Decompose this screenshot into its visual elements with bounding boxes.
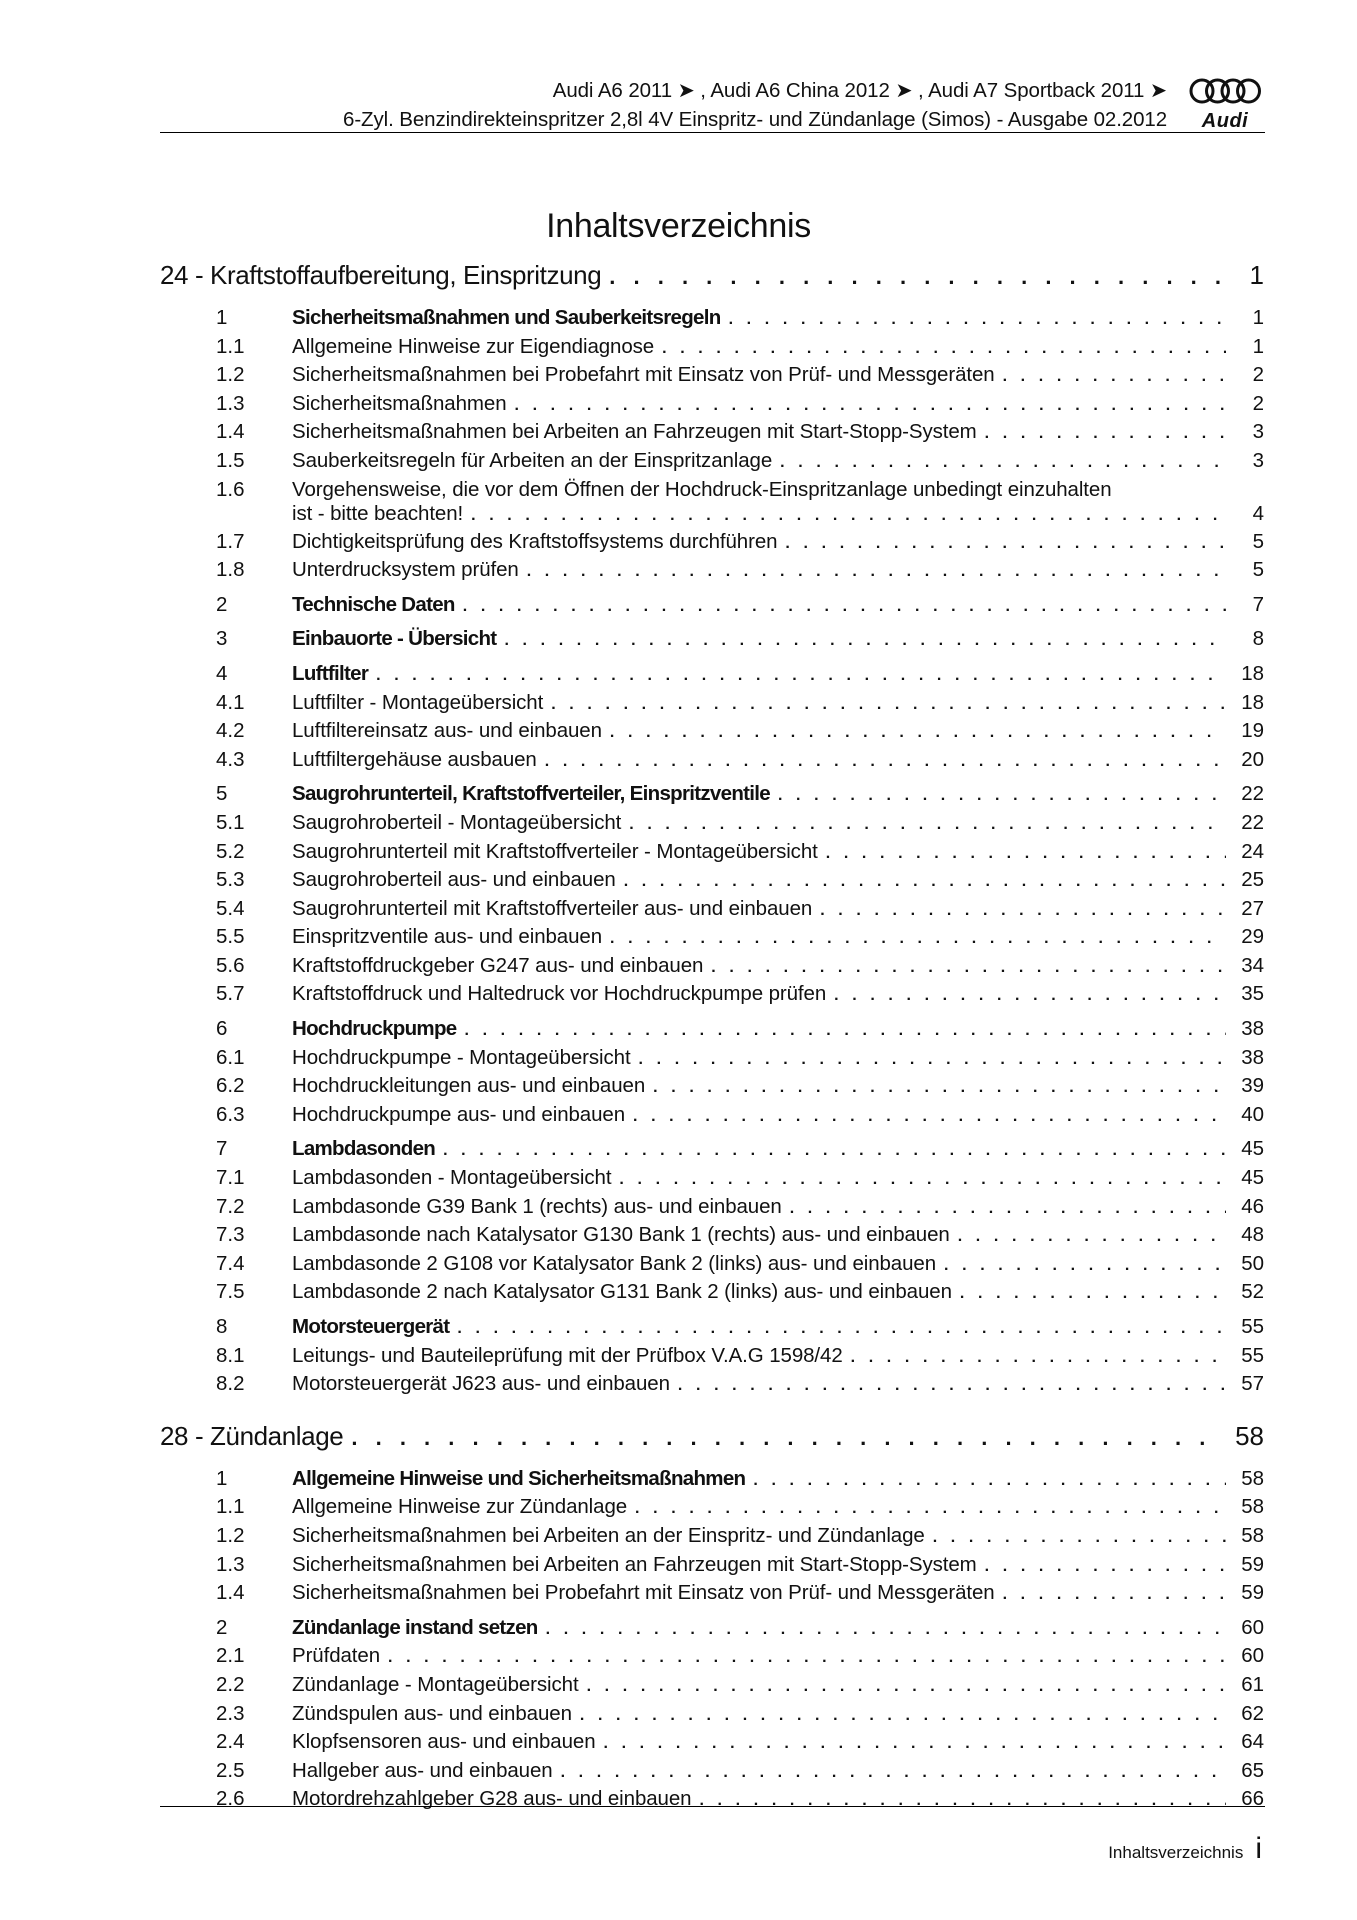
entry-page-number: 22 xyxy=(1241,810,1264,834)
header-vehicle-line: Audi A6 2011 ➤ , Audi A6 China 2012 ➤ , Audi A7 Sportback 2011 ➤ xyxy=(552,79,1167,102)
toc-entry[interactable] xyxy=(160,748,1264,777)
section-number: 2 xyxy=(216,1615,228,1639)
entry-title: Hochdruckleitungen aus- und einbauen xyxy=(292,1074,646,1098)
toc-entry[interactable] xyxy=(160,691,1264,720)
dot-leader xyxy=(780,454,1226,472)
dot-leader xyxy=(545,753,1226,771)
section-title: Einbauorte - Übersicht xyxy=(292,627,497,651)
entry-number: 1.2 xyxy=(216,1523,245,1547)
entry-title: Sicherheitsmaßnahmen xyxy=(292,391,507,415)
toc-section xyxy=(160,1017,1264,1131)
toc-entry[interactable] xyxy=(160,1644,1264,1673)
section-page-number: 1 xyxy=(1252,306,1264,329)
section-page-number: 7 xyxy=(1252,592,1264,616)
entry-title: Sicherheitsmaßnahmen bei Arbeiten an der Einspritz- und Zündanlage xyxy=(292,1523,925,1547)
page-footer xyxy=(1108,1832,1262,1866)
entry-number: 1.4 xyxy=(216,1581,245,1605)
footer-label: Inhaltsverzeichnis xyxy=(1108,1843,1244,1862)
entry-page-number: 19 xyxy=(1241,719,1264,743)
entry-title-continued: ist - bitte beachten! xyxy=(292,501,464,525)
entry-number: 4.1 xyxy=(216,690,245,714)
dot-leader xyxy=(580,1707,1226,1725)
entry-title: Luftfiltereinsatz aus- und einbauen xyxy=(292,719,602,743)
entry-title: Luftfilter - Montageübersicht xyxy=(292,690,544,714)
dot-leader xyxy=(351,1425,1225,1451)
entry-page-number: 55 xyxy=(1241,1343,1264,1367)
entry-page-number: 40 xyxy=(1241,1102,1264,1126)
entry-page-number: 1 xyxy=(1252,334,1264,358)
section-title: Zündanlage instand setzen xyxy=(292,1615,538,1639)
entry-number: 7.4 xyxy=(216,1251,245,1275)
section-title: Motorsteuergerät xyxy=(292,1315,450,1338)
entry-number: 7.5 xyxy=(216,1280,245,1304)
toc-entry[interactable] xyxy=(160,925,1264,954)
dot-leader xyxy=(463,598,1226,616)
dot-leader xyxy=(834,987,1226,1005)
toc-section-heading[interactable] xyxy=(160,782,1264,811)
chapter-title: 24 - Kraftstoffaufbereitung, Einspritzung xyxy=(160,260,602,290)
toc-entry[interactable] xyxy=(160,811,1264,840)
chapter-title: 28 - Zündanlage xyxy=(160,1420,344,1451)
entry-page-number: 2 xyxy=(1252,391,1264,415)
toc-section-heading[interactable] xyxy=(160,593,1264,622)
dot-leader xyxy=(785,535,1226,553)
dot-leader xyxy=(639,1051,1226,1069)
toc-entry-continuation[interactable] xyxy=(160,502,1264,530)
dot-leader xyxy=(699,1792,1226,1810)
footer-divider xyxy=(160,1806,1265,1807)
toc-section-heading[interactable] xyxy=(160,1315,1264,1344)
entry-page-number: 35 xyxy=(1241,982,1264,1006)
dot-leader xyxy=(790,1200,1226,1218)
entry-title: Sauberkeitsregeln für Arbeiten an der Einspritzanlage xyxy=(292,448,773,472)
entry-number: 4.2 xyxy=(216,719,245,743)
entry-page-number: 3 xyxy=(1252,448,1264,472)
entry-number: 8.1 xyxy=(216,1343,245,1367)
entry-number: 7.3 xyxy=(216,1223,245,1247)
dot-leader xyxy=(633,1108,1226,1126)
dot-leader xyxy=(587,1678,1226,1696)
entry-page-number: 59 xyxy=(1241,1581,1264,1605)
entry-number: 6.2 xyxy=(216,1074,245,1098)
entry-number: 1.1 xyxy=(216,1495,245,1519)
dot-leader xyxy=(376,667,1226,685)
entry-number: 4.3 xyxy=(216,747,245,771)
section-title: Hochdruckpumpe xyxy=(292,1017,457,1041)
dot-leader xyxy=(388,1649,1226,1667)
dot-leader xyxy=(678,1377,1226,1395)
toc-section xyxy=(160,662,1264,776)
dot-leader xyxy=(527,563,1226,581)
dot-leader xyxy=(960,1285,1226,1303)
entry-number: 1.2 xyxy=(216,363,245,387)
toc-chapter xyxy=(160,1421,1264,1816)
toc-entry[interactable] xyxy=(160,1553,1264,1582)
toc-section-heading[interactable] xyxy=(160,1137,1264,1166)
section-page-number: 60 xyxy=(1241,1615,1264,1639)
toc-entry[interactable] xyxy=(160,1074,1264,1103)
entry-page-number: 20 xyxy=(1241,747,1264,771)
entry-page-number: 34 xyxy=(1241,953,1264,977)
entry-page-number: 46 xyxy=(1241,1194,1264,1218)
dot-leader xyxy=(551,696,1226,714)
section-page-number: 55 xyxy=(1241,1315,1264,1338)
entry-page-number: 48 xyxy=(1241,1223,1264,1247)
entry-page-number: 5 xyxy=(1252,558,1264,582)
section-number: 6 xyxy=(216,1017,228,1041)
entry-number: 1.7 xyxy=(216,529,245,553)
entry-number: 1.3 xyxy=(216,391,245,415)
toc-entry[interactable] xyxy=(160,719,1264,748)
entry-title: Klopfsensoren aus- und einbauen xyxy=(292,1730,596,1754)
entry-title: Sicherheitsmaßnahmen bei Probefahrt mit Einsatz von Prüf- und Messgeräten xyxy=(292,363,995,387)
dot-leader xyxy=(826,845,1226,863)
entry-title: Allgemeine Hinweise zur Zündanlage xyxy=(292,1495,628,1519)
section-title: Technische Daten xyxy=(292,592,455,616)
section-page-number: 38 xyxy=(1241,1017,1264,1041)
entry-title: Unterdrucksystem prüfen xyxy=(292,558,519,582)
dot-leader xyxy=(985,425,1226,443)
section-number: 1 xyxy=(216,1466,228,1490)
section-number: 7 xyxy=(216,1137,228,1161)
entry-title: Sicherheitsmaßnahmen bei Probefahrt mit Einsatz von Prüf- und Messgeräten xyxy=(292,1581,995,1605)
section-page-number: 58 xyxy=(1241,1466,1264,1490)
entry-title: Dichtigkeitsprüfung des Kraftstoffsystems durchführen xyxy=(292,529,778,553)
entry-title: Lambdasonde 2 nach Katalysator G131 Bank 2 (links) aus- und einbauen xyxy=(292,1280,952,1304)
entry-page-number: 2 xyxy=(1252,363,1264,387)
section-number: 8 xyxy=(216,1315,228,1338)
toc-section-heading[interactable] xyxy=(160,1467,1264,1496)
entry-number: 1.8 xyxy=(216,558,245,582)
entry-number: 2.1 xyxy=(216,1644,245,1668)
dot-leader xyxy=(662,340,1226,358)
dot-leader xyxy=(635,1500,1226,1518)
dot-leader xyxy=(561,1764,1226,1782)
entry-number: 1.3 xyxy=(216,1552,245,1576)
header-divider xyxy=(160,132,1265,133)
table-of-contents xyxy=(160,260,1264,1816)
toc-section xyxy=(160,782,1264,1011)
entry-page-number: 57 xyxy=(1241,1372,1264,1396)
dot-leader xyxy=(753,1472,1226,1490)
toc-entry[interactable] xyxy=(160,363,1264,392)
entry-page-number: 25 xyxy=(1241,868,1264,892)
toc-section-heading[interactable] xyxy=(160,627,1264,656)
dot-leader xyxy=(711,959,1226,977)
section-number: 3 xyxy=(216,627,228,651)
toc-chapter-heading[interactable] xyxy=(160,260,1264,300)
section-number: 2 xyxy=(216,592,228,616)
dot-leader xyxy=(443,1142,1226,1160)
section-number: 5 xyxy=(216,782,228,806)
entry-page-number: 60 xyxy=(1241,1644,1264,1668)
entry-page-number: 45 xyxy=(1241,1166,1264,1190)
dot-leader xyxy=(471,507,1226,525)
page-title: Inhaltsverzeichnis xyxy=(546,206,811,245)
entry-page-number: 27 xyxy=(1241,896,1264,920)
entry-title: Motordrehzahlgeber G28 aus- und einbauen xyxy=(292,1787,692,1811)
section-title: Allgemeine Hinweise und Sicherheitsmaßnahmen xyxy=(292,1466,746,1490)
toc-section xyxy=(160,1315,1264,1401)
entry-title: Saugrohroberteil aus- und einbauen xyxy=(292,868,616,892)
entry-title: Hochdruckpumpe aus- und einbauen xyxy=(292,1102,625,1126)
entry-title: Luftfiltergehäuse ausbauen xyxy=(292,747,537,771)
toc-entry[interactable] xyxy=(160,449,1264,478)
toc-section-heading[interactable] xyxy=(160,1017,1264,1046)
dot-leader xyxy=(944,1257,1226,1275)
entry-number: 5.1 xyxy=(216,810,245,834)
entry-title: Leitungs- und Bauteileprüfung mit der Prüfbox V.A.G 1598/42 xyxy=(292,1343,843,1367)
section-page-number: 45 xyxy=(1241,1137,1264,1161)
toc-entry[interactable] xyxy=(160,1673,1264,1702)
entry-page-number: 58 xyxy=(1241,1523,1264,1547)
dot-leader xyxy=(604,1735,1227,1753)
toc-entry[interactable] xyxy=(160,1252,1264,1281)
toc-section xyxy=(160,627,1264,656)
section-page-number: 8 xyxy=(1252,627,1264,651)
entry-number: 2.2 xyxy=(216,1672,245,1696)
dot-leader xyxy=(546,1621,1226,1639)
entry-page-number: 38 xyxy=(1241,1045,1264,1069)
toc-entry[interactable] xyxy=(160,392,1264,421)
toc-section xyxy=(160,1616,1264,1816)
dot-leader xyxy=(1003,1586,1226,1604)
entry-title: Kraftstoffdruck und Haltedruck vor Hochdruckpumpe prüfen xyxy=(292,982,827,1006)
section-title: Luftfilter xyxy=(292,661,369,685)
footer-page-number: i xyxy=(1255,1832,1262,1865)
entry-page-number: 62 xyxy=(1241,1701,1264,1725)
entry-page-number: 59 xyxy=(1241,1552,1264,1576)
entry-number: 6.1 xyxy=(216,1045,245,1069)
section-title: Lambdasonden xyxy=(292,1137,436,1161)
toc-section-heading[interactable] xyxy=(160,1616,1264,1645)
entry-title: Einspritzventile aus- und einbauen xyxy=(292,925,602,949)
toc-entry[interactable] xyxy=(160,954,1264,983)
entry-title: Sicherheitsmaßnahmen bei Arbeiten an Fahrzeugen mit Start-Stopp-System xyxy=(292,1552,977,1576)
entry-page-number: 65 xyxy=(1241,1758,1264,1782)
toc-entry[interactable] xyxy=(160,1759,1264,1788)
entry-title: Kraftstoffdruckgeber G247 aus- und einbauen xyxy=(292,953,704,977)
toc-entry[interactable] xyxy=(160,1046,1264,1075)
dot-leader xyxy=(653,1079,1226,1097)
entry-page-number: 52 xyxy=(1241,1280,1264,1304)
section-title: Sicherheitsmaßnahmen und Sauberkeitsregeln xyxy=(292,306,721,329)
section-number: 1 xyxy=(216,306,228,329)
entry-title: Vorgehensweise, die vor dem Öffnen der Hochdruck-Einspritzanlage unbedingt einzuhalten xyxy=(292,477,1112,501)
dot-leader xyxy=(464,1022,1226,1040)
entry-number: 2.6 xyxy=(216,1787,245,1811)
toc-section xyxy=(160,593,1264,622)
toc-entry[interactable] xyxy=(160,1166,1264,1195)
toc-section xyxy=(160,1467,1264,1610)
toc-entry[interactable] xyxy=(160,868,1264,897)
section-title: Saugrohrunterteil, Kraftstoffverteiler, Einspritzventile xyxy=(292,782,770,806)
entry-title: Saugrohrunterteil mit Kraftstoffverteiler - Montageübersicht xyxy=(292,839,818,863)
entry-title: Zündanlage - Montageübersicht xyxy=(292,1672,579,1696)
toc-entry[interactable] xyxy=(160,982,1264,1011)
dot-leader xyxy=(820,902,1226,920)
entry-number: 5.7 xyxy=(216,982,245,1006)
entry-page-number: 29 xyxy=(1241,925,1264,949)
entry-number: 1.4 xyxy=(216,420,245,444)
dot-leader xyxy=(609,264,1228,290)
entry-number: 7.1 xyxy=(216,1166,245,1190)
dot-leader xyxy=(729,311,1226,329)
entry-number: 7.2 xyxy=(216,1194,245,1218)
toc-entry[interactable] xyxy=(160,1787,1264,1816)
entry-page-number: 58 xyxy=(1241,1495,1264,1519)
toc-entry[interactable] xyxy=(160,1344,1264,1373)
entry-title: Sicherheitsmaßnahmen bei Arbeiten an Fahrzeugen mit Start-Stopp-System xyxy=(292,420,977,444)
toc-entry[interactable] xyxy=(160,1280,1264,1309)
section-page-number: 18 xyxy=(1241,661,1264,685)
entry-title: Hallgeber aus- und einbauen xyxy=(292,1758,553,1782)
toc-entry[interactable] xyxy=(160,335,1264,364)
toc-entry[interactable] xyxy=(160,478,1264,502)
entry-number: 1.1 xyxy=(216,334,245,358)
dot-leader xyxy=(985,1558,1226,1576)
entry-number: 2.4 xyxy=(216,1730,245,1754)
audi-rings-icon xyxy=(1188,74,1262,108)
entry-number: 6.3 xyxy=(216,1102,245,1126)
entry-page-number: 4 xyxy=(1252,501,1264,525)
toc-chapter-heading[interactable] xyxy=(160,1421,1264,1461)
toc-section xyxy=(160,1137,1264,1309)
toc-section-heading[interactable] xyxy=(160,662,1264,691)
audi-logo-text: Audi xyxy=(1201,110,1249,132)
entry-page-number: 61 xyxy=(1241,1672,1264,1696)
toc-entry[interactable] xyxy=(160,1495,1264,1524)
chapter-page-number: 1 xyxy=(1249,260,1264,290)
dot-leader xyxy=(933,1529,1226,1547)
dot-leader xyxy=(1003,368,1226,386)
dot-leader xyxy=(619,1171,1226,1189)
entry-title: Hochdruckpumpe - Montageübersicht xyxy=(292,1045,631,1069)
entry-number: 1.6 xyxy=(216,477,245,501)
audi-logo xyxy=(1188,74,1268,134)
dot-leader xyxy=(610,724,1226,742)
entry-number: 2.3 xyxy=(216,1701,245,1725)
toc-entry[interactable] xyxy=(160,1702,1264,1731)
dot-leader xyxy=(457,1320,1226,1338)
dot-leader xyxy=(851,1349,1226,1367)
toc-entry[interactable] xyxy=(160,530,1264,559)
entry-page-number: 50 xyxy=(1241,1251,1264,1275)
entry-number: 1.5 xyxy=(216,448,245,472)
header-manual-line: 6-Zyl. Benzindirekteinspritzer 2,8l 4V Einspritz- und Zündanlage (Simos) - Ausgabe 02.2012 xyxy=(343,108,1167,131)
dot-leader xyxy=(624,873,1226,891)
toc-entry[interactable] xyxy=(160,1372,1264,1401)
toc-entry[interactable] xyxy=(160,1103,1264,1132)
toc-entry[interactable] xyxy=(160,1223,1264,1252)
toc-entry[interactable] xyxy=(160,420,1264,449)
toc-entry[interactable] xyxy=(160,558,1264,587)
entry-page-number: 18 xyxy=(1241,690,1264,714)
section-page-number: 22 xyxy=(1241,782,1264,806)
toc-entry[interactable] xyxy=(160,840,1264,869)
entry-number: 5.4 xyxy=(216,896,245,920)
entry-page-number: 66 xyxy=(1241,1787,1264,1811)
toc-section xyxy=(160,306,1264,587)
entry-number: 8.2 xyxy=(216,1372,245,1396)
entry-title: Lambdasonde 2 G108 vor Katalysator Bank 2 (links) aus- und einbauen xyxy=(292,1251,937,1275)
chapter-page-number: 58 xyxy=(1235,1420,1264,1451)
entry-number: 5.3 xyxy=(216,868,245,892)
entry-number: 5.5 xyxy=(216,925,245,949)
entry-title: Saugrohrunterteil mit Kraftstoffverteiler aus- und einbauen xyxy=(292,896,813,920)
entry-page-number: 3 xyxy=(1252,420,1264,444)
entry-number: 2.5 xyxy=(216,1758,245,1782)
entry-title: Lambdasonden - Montageübersicht xyxy=(292,1166,612,1190)
entry-number: 5.6 xyxy=(216,953,245,977)
entry-title: Saugrohroberteil - Montageübersicht xyxy=(292,810,622,834)
toc-section-heading[interactable] xyxy=(160,306,1264,335)
entry-title: Zündspulen aus- und einbauen xyxy=(292,1701,572,1725)
toc-entry[interactable] xyxy=(160,1581,1264,1610)
dot-leader xyxy=(778,787,1226,805)
entry-title: Motorsteuergerät J623 aus- und einbauen xyxy=(292,1372,670,1396)
dot-leader xyxy=(629,816,1226,834)
section-number: 4 xyxy=(216,661,228,685)
dot-leader xyxy=(515,397,1227,415)
dot-leader xyxy=(610,930,1226,948)
toc-entry[interactable] xyxy=(160,1195,1264,1224)
dot-leader xyxy=(504,632,1226,650)
entry-title: Lambdasonde G39 Bank 1 (rechts) aus- und einbauen xyxy=(292,1194,782,1218)
entry-title: Lambdasonde nach Katalysator G130 Bank 1 (rechts) aus- und einbauen xyxy=(292,1223,950,1247)
entry-page-number: 24 xyxy=(1241,839,1264,863)
entry-title: Allgemeine Hinweise zur Eigendiagnose xyxy=(292,334,655,358)
entry-page-number: 39 xyxy=(1241,1074,1264,1098)
entry-number: 5.2 xyxy=(216,839,245,863)
toc-chapter xyxy=(160,260,1264,1401)
entry-title: Prüfdaten xyxy=(292,1644,380,1668)
toc-entry[interactable] xyxy=(160,897,1264,926)
dot-leader xyxy=(958,1228,1226,1246)
entry-page-number: 5 xyxy=(1252,529,1264,553)
toc-entry[interactable] xyxy=(160,1730,1264,1759)
toc-entry[interactable] xyxy=(160,1524,1264,1553)
page-header xyxy=(0,74,1357,136)
entry-page-number: 64 xyxy=(1241,1730,1264,1754)
